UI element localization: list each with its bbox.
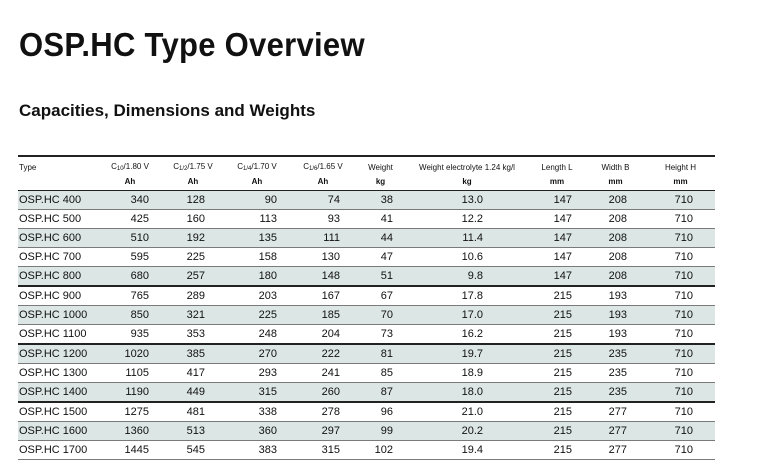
- col-header-c12: $C_{1/2}/1.75$ V: [162, 156, 224, 175]
- cell-type: OSP.HC 1500: [18, 402, 98, 422]
- cell-c16: 111: [290, 229, 356, 248]
- col-header-electrolyte: Weight electrolyte 1.24 kg/l: [405, 156, 529, 175]
- cell-c16: 315: [290, 441, 356, 460]
- cell-electrolyte: 9.8: [405, 267, 529, 287]
- cell-weight: 67: [356, 286, 405, 306]
- unit-height: mm: [646, 175, 715, 191]
- cell-electrolyte: 18.9: [405, 364, 529, 383]
- cell-weight: 73: [356, 325, 405, 345]
- cell-width: 208: [585, 248, 646, 267]
- cell-c10: 1360: [98, 422, 162, 441]
- cell-height: 710: [646, 191, 715, 210]
- cell-weight: 85: [356, 364, 405, 383]
- cell-c14: 180: [224, 267, 290, 287]
- cell-c10: 595: [98, 248, 162, 267]
- table-unit-row: [18, 175, 715, 191]
- table-row: [18, 210, 715, 229]
- cell-c10: 1020: [98, 344, 162, 364]
- cell-c14: 225: [224, 306, 290, 325]
- cell-c14: 203: [224, 286, 290, 306]
- cell-width: 193: [585, 286, 646, 306]
- cell-type: OSP.HC 1300: [18, 364, 98, 383]
- cell-electrolyte: 21.0: [405, 402, 529, 422]
- cell-electrolyte: 13.0: [405, 191, 529, 210]
- cell-length: 147: [529, 248, 585, 267]
- cell-c14: 270: [224, 344, 290, 364]
- cell-weight: 41: [356, 210, 405, 229]
- table-row: [18, 248, 715, 267]
- table-row: [18, 344, 715, 364]
- unit-electrolyte: kg: [405, 175, 529, 191]
- cell-weight: 44: [356, 229, 405, 248]
- cell-length: 215: [529, 383, 585, 403]
- unit-c10: Ah: [98, 175, 162, 191]
- col-header-width: Width B: [585, 156, 646, 175]
- col-header-height: Height H: [646, 156, 715, 175]
- cell-weight: 70: [356, 306, 405, 325]
- cell-c12: 192: [162, 229, 224, 248]
- table-row: [18, 422, 715, 441]
- cell-height: 710: [646, 229, 715, 248]
- cell-length: 215: [529, 344, 585, 364]
- cell-weight: 38: [356, 191, 405, 210]
- table-row: [18, 383, 715, 403]
- cell-c12: 257: [162, 267, 224, 287]
- cell-c12: 481: [162, 402, 224, 422]
- cell-height: 710: [646, 441, 715, 460]
- cell-c10: 510: [98, 229, 162, 248]
- table-row: [18, 191, 715, 210]
- cell-c10: 1105: [98, 364, 162, 383]
- cell-electrolyte: 17.8: [405, 286, 529, 306]
- cell-height: 710: [646, 286, 715, 306]
- cell-c10: 1275: [98, 402, 162, 422]
- cell-width: 277: [585, 402, 646, 422]
- cell-c12: 225: [162, 248, 224, 267]
- cell-c14: 113: [224, 210, 290, 229]
- cell-c10: 1190: [98, 383, 162, 403]
- cell-height: 710: [646, 402, 715, 422]
- cell-weight: 87: [356, 383, 405, 403]
- cell-width: 235: [585, 344, 646, 364]
- cell-height: 710: [646, 325, 715, 345]
- table-row: [18, 286, 715, 306]
- unit-type: [18, 175, 98, 191]
- unit-c12: Ah: [162, 175, 224, 191]
- cell-type: OSP.HC 500: [18, 210, 98, 229]
- cell-c14: 158: [224, 248, 290, 267]
- cell-electrolyte: 20.2: [405, 422, 529, 441]
- cell-type: OSP.HC 800: [18, 267, 98, 287]
- section-subtitle: Capacities, Dimensions and Weights: [19, 101, 316, 120]
- cell-width: 208: [585, 210, 646, 229]
- cell-c16: 74: [290, 191, 356, 210]
- table-header-row: [18, 156, 715, 175]
- cell-length: 215: [529, 402, 585, 422]
- cell-length: 147: [529, 229, 585, 248]
- cell-type: OSP.HC 1700: [18, 441, 98, 460]
- cell-electrolyte: 17.0: [405, 306, 529, 325]
- table-row: [18, 325, 715, 345]
- cell-c12: 385: [162, 344, 224, 364]
- cell-c14: 90: [224, 191, 290, 210]
- cell-weight: 102: [356, 441, 405, 460]
- cell-length: 215: [529, 306, 585, 325]
- table-row: [18, 441, 715, 460]
- cell-c14: 135: [224, 229, 290, 248]
- cell-width: 277: [585, 441, 646, 460]
- cell-type: OSP.HC 600: [18, 229, 98, 248]
- table-row: [18, 267, 715, 287]
- cell-c12: 353: [162, 325, 224, 345]
- cell-c16: 148: [290, 267, 356, 287]
- cell-width: 208: [585, 229, 646, 248]
- cell-height: 710: [646, 267, 715, 287]
- cell-c16: 297: [290, 422, 356, 441]
- cell-c14: 315: [224, 383, 290, 403]
- cell-electrolyte: 10.6: [405, 248, 529, 267]
- cell-height: 710: [646, 210, 715, 229]
- cell-length: 215: [529, 325, 585, 345]
- cell-width: 193: [585, 306, 646, 325]
- unit-width: mm: [585, 175, 646, 191]
- cell-electrolyte: 11.4: [405, 229, 529, 248]
- cell-width: 235: [585, 364, 646, 383]
- cell-c10: 680: [98, 267, 162, 287]
- unit-c14: Ah: [224, 175, 290, 191]
- cell-c12: 545: [162, 441, 224, 460]
- col-header-c16: $C_{1/6}/1.65$ V: [290, 156, 356, 175]
- cell-length: 215: [529, 364, 585, 383]
- cell-height: 710: [646, 248, 715, 267]
- col-header-type: Type: [18, 156, 98, 175]
- cell-c16: 130: [290, 248, 356, 267]
- cell-type: OSP.HC 1600: [18, 422, 98, 441]
- cell-electrolyte: 16.2: [405, 325, 529, 345]
- cell-length: 147: [529, 191, 585, 210]
- cell-c10: 935: [98, 325, 162, 345]
- cell-type: OSP.HC 1200: [18, 344, 98, 364]
- cell-type: OSP.HC 700: [18, 248, 98, 267]
- cell-weight: 47: [356, 248, 405, 267]
- cell-c12: 289: [162, 286, 224, 306]
- cell-height: 710: [646, 422, 715, 441]
- cell-c16: 278: [290, 402, 356, 422]
- table-row: [18, 364, 715, 383]
- cell-c14: 248: [224, 325, 290, 345]
- cell-height: 710: [646, 306, 715, 325]
- col-header-c14: $C_{1/4}/1.70$ V: [224, 156, 290, 175]
- col-header-weight: Weight: [356, 156, 405, 175]
- cell-type: OSP.HC 400: [18, 191, 98, 210]
- cell-length: 147: [529, 267, 585, 287]
- cell-c10: 850: [98, 306, 162, 325]
- cell-c12: 321: [162, 306, 224, 325]
- specification-table: [18, 155, 715, 460]
- cell-c16: 93: [290, 210, 356, 229]
- cell-height: 710: [646, 364, 715, 383]
- cell-c16: 260: [290, 383, 356, 403]
- cell-c10: 425: [98, 210, 162, 229]
- cell-weight: 96: [356, 402, 405, 422]
- cell-type: OSP.HC 1400: [18, 383, 98, 403]
- cell-c10: 1445: [98, 441, 162, 460]
- table-body: [18, 191, 715, 460]
- cell-c14: 338: [224, 402, 290, 422]
- cell-c12: 160: [162, 210, 224, 229]
- unit-weight: kg: [356, 175, 405, 191]
- cell-length: 215: [529, 422, 585, 441]
- cell-electrolyte: 18.0: [405, 383, 529, 403]
- cell-type: OSP.HC 900: [18, 286, 98, 306]
- cell-c12: 449: [162, 383, 224, 403]
- cell-weight: 81: [356, 344, 405, 364]
- cell-width: 277: [585, 422, 646, 441]
- cell-electrolyte: 19.7: [405, 344, 529, 364]
- cell-c14: 293: [224, 364, 290, 383]
- cell-electrolyte: 12.2: [405, 210, 529, 229]
- cell-length: 215: [529, 286, 585, 306]
- cell-c14: 360: [224, 422, 290, 441]
- cell-c16: 222: [290, 344, 356, 364]
- cell-c16: 167: [290, 286, 356, 306]
- cell-length: 215: [529, 441, 585, 460]
- cell-height: 710: [646, 383, 715, 403]
- page-title: OSP.HC Type Overview: [19, 26, 365, 63]
- cell-c14: 383: [224, 441, 290, 460]
- unit-length: mm: [529, 175, 585, 191]
- unit-c16: Ah: [290, 175, 356, 191]
- col-header-length: Length L: [529, 156, 585, 175]
- table-row: [18, 229, 715, 248]
- cell-c12: 513: [162, 422, 224, 441]
- table-row: [18, 306, 715, 325]
- cell-c10: 765: [98, 286, 162, 306]
- cell-length: 147: [529, 210, 585, 229]
- cell-width: 208: [585, 191, 646, 210]
- cell-width: 235: [585, 383, 646, 403]
- table-row: [18, 402, 715, 422]
- cell-c10: 340: [98, 191, 162, 210]
- cell-width: 193: [585, 325, 646, 345]
- cell-width: 208: [585, 267, 646, 287]
- cell-c16: 204: [290, 325, 356, 345]
- col-header-c10: $C_{10}/1.80$ V: [98, 156, 162, 175]
- cell-electrolyte: 19.4: [405, 441, 529, 460]
- cell-height: 710: [646, 344, 715, 364]
- cell-weight: 51: [356, 267, 405, 287]
- cell-weight: 99: [356, 422, 405, 441]
- cell-type: OSP.HC 1100: [18, 325, 98, 345]
- cell-c12: 417: [162, 364, 224, 383]
- cell-c16: 241: [290, 364, 356, 383]
- cell-c16: 185: [290, 306, 356, 325]
- cell-type: OSP.HC 1000: [18, 306, 98, 325]
- cell-c12: 128: [162, 191, 224, 210]
